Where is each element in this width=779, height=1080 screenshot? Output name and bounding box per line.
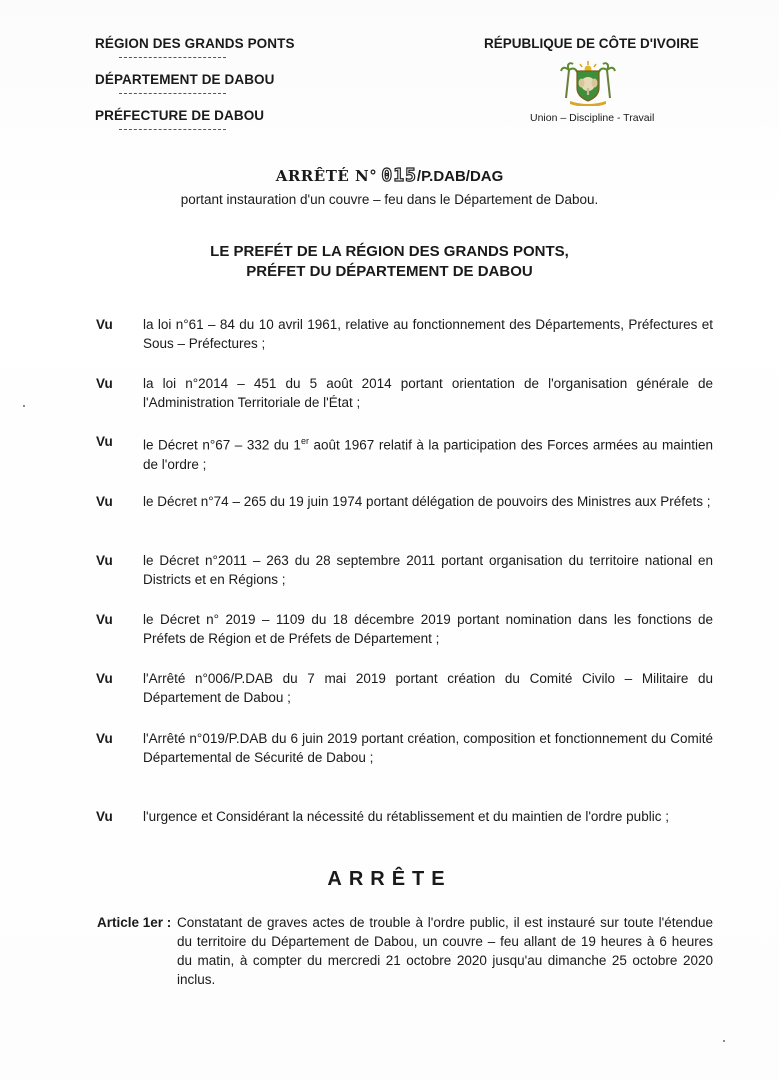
vu-label: Vu: [96, 376, 113, 391]
vu-text-part: août 1967 relatif à la participation des Forces armées au maintien de l'ordre ;: [143, 437, 713, 472]
vu-text: l'Arrêté n°006/P.DAB du 7 mai 2019 portant création du Comité Civilo – Militaire du Département de Dabou ;: [143, 671, 713, 705]
vu-label: Vu: [96, 553, 113, 568]
vu-item: [96, 610, 716, 648]
decree-reference: /P.DAB/DAG: [416, 168, 504, 185]
vu-label: Vu: [96, 434, 113, 449]
vu-text: le Décret n°74 – 265 du 19 juin 1974 portant délégation de pouvoirs des Ministres aux Préfets ;: [143, 494, 711, 509]
prefecture-name: PRÉFECTURE DE DABOU: [95, 108, 265, 123]
vu-label: Vu: [96, 612, 113, 627]
vu-text-superscript: er: [300, 436, 309, 446]
vu-text: le Décret n°2011 – 263 du 28 septembre 2011 portant organisation du territoire national en Districts et en Régions ;: [143, 553, 713, 587]
vu-label: Vu: [96, 671, 113, 686]
vu-label: Vu: [96, 731, 113, 746]
vu-text-part: le Décret n°67 – 332 du 1: [143, 437, 301, 453]
vu-text: la loi n°2014 – 451 du 5 août 2014 portant orientation de l'organisation générale de l'Administration Territoriale de l'État ;: [143, 376, 713, 410]
vu-item: [96, 315, 716, 353]
scan-speck: [723, 1040, 725, 1042]
vu-item: [96, 432, 716, 474]
decree-subtitle: portant instauration d'un couvre – feu dans le Département de Dabou.: [180, 192, 599, 207]
vu-item: [96, 492, 716, 511]
prefet-heading: [0, 242, 779, 282]
vu-text: [143, 432, 713, 474]
separator: [119, 57, 226, 58]
coat-of-arms-icon: [560, 58, 616, 106]
vu-label: Vu: [96, 317, 113, 332]
country-name: RÉPUBLIQUE DE CÔTE D'IVOIRE: [484, 36, 699, 51]
header-left: [95, 36, 295, 144]
vu-label: Vu: [96, 809, 113, 824]
separator: [119, 93, 226, 94]
article-text: Constatant de graves actes de trouble à l'ordre public, il est instauré sur toute l'étendue du territoire du Département de Dabou, un couvre – feu allant de 19 heures à 6 heures du matin, à compter du mercredi 21 octobre 2020 jusqu'au dimanche 25 octobre 2020 inclus.: [177, 915, 713, 987]
vu-text: l'urgence et Considérant la nécessité du rétablissement et du maintien de l'ordre public ;: [143, 809, 669, 824]
article-label: Article 1er :: [97, 915, 172, 930]
vu-item: [96, 729, 716, 767]
vu-text: l'Arrêté n°019/P.DAB du 6 juin 2019 portant création, composition et fonctionnement du Comité Départemental de Sécurité de Dabou ;: [143, 731, 713, 765]
vu-text: le Décret n° 2019 – 1109 du 18 décembre 2019 portant nomination dans les fonctions de Préfets de Région et de Préfets de Département ;: [143, 612, 713, 646]
arrete-heading: ARRÊTE: [327, 868, 452, 890]
prefet-line-2: PRÉFET DU DÉPARTEMENT DE DABOU: [246, 263, 533, 280]
vu-text: la loi n°61 – 84 du 10 avril 1961, relative au fonctionnement des Départements, Préfectures et Sous – Préfectures ;: [143, 317, 713, 351]
vu-item: [96, 669, 716, 707]
decree-word: ARRÊTÉ N°: [275, 167, 378, 185]
scan-speck: [23, 405, 25, 407]
region-name: RÉGION DES GRANDS PONTS: [95, 36, 295, 51]
department-name: DÉPARTEMENT DE DABOU: [95, 72, 275, 87]
decree-number: 015: [381, 165, 417, 186]
vu-item: [96, 551, 716, 589]
vu-item: [96, 374, 716, 412]
vu-label: Vu: [96, 494, 113, 509]
article-1: [97, 913, 717, 989]
national-motto: Union – Discipline - Travail: [530, 112, 655, 124]
decree-title: [0, 165, 779, 186]
header-right: [470, 36, 700, 124]
prefet-line-1: LE PREFÉT DE LA RÉGION DES GRANDS PONTS,: [210, 243, 569, 260]
separator: [119, 129, 226, 130]
vu-item: [96, 807, 716, 826]
